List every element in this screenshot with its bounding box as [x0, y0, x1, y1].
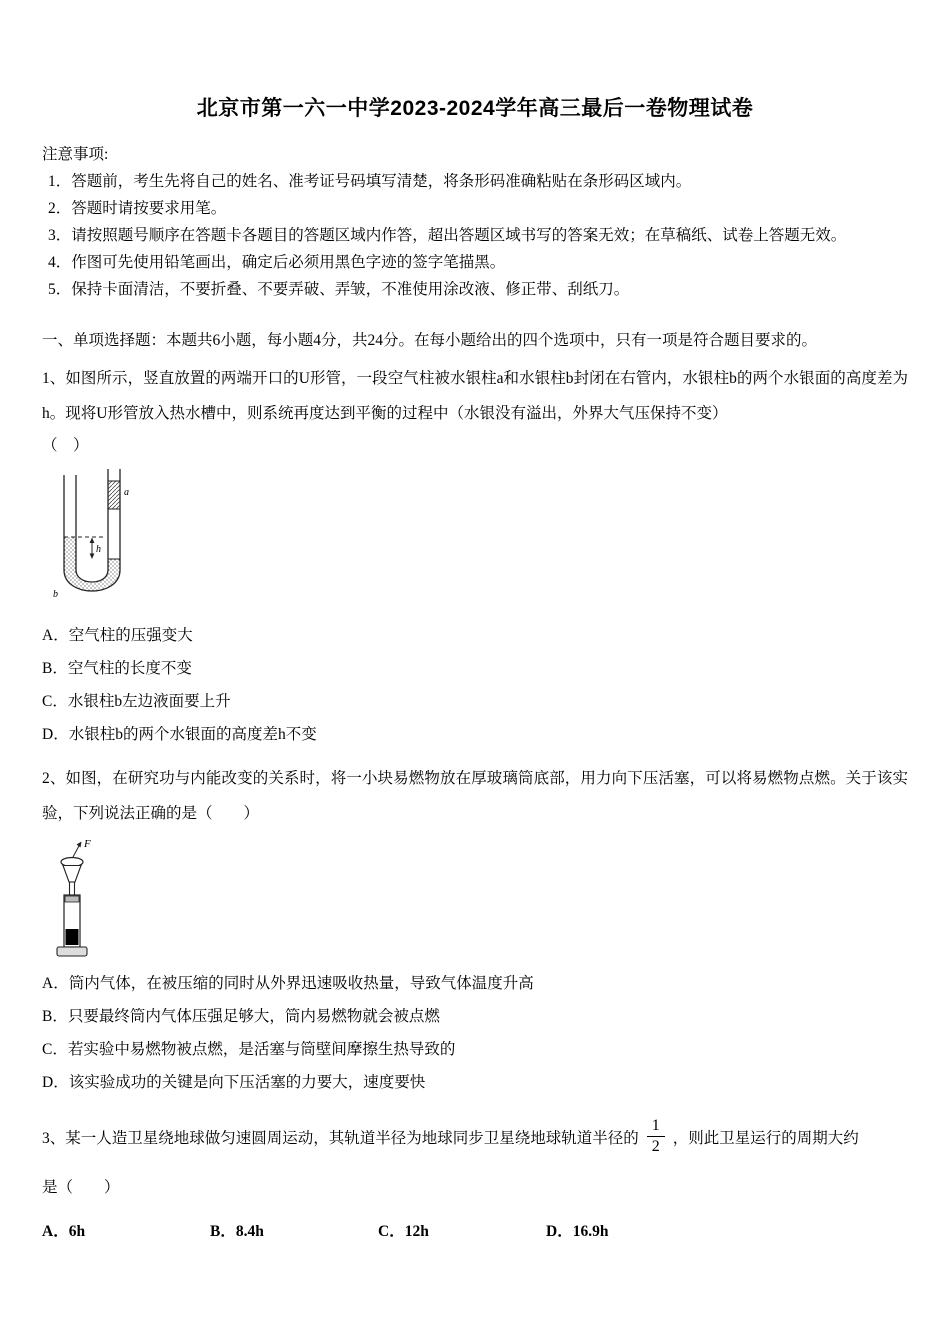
- question-3: [42, 1117, 908, 1241]
- q1-option-c: C．水银柱b左边液面要上升: [42, 693, 231, 710]
- question-3-options: [42, 1219, 908, 1241]
- piston: [65, 896, 79, 902]
- q2-option-a: A．筒内气体，在被压缩的同时从外界迅速吸收热量，导致气体温度升高: [42, 975, 534, 992]
- question-2-options: [42, 967, 908, 1099]
- question-2: [42, 761, 908, 1099]
- syringe-base: [57, 947, 87, 956]
- h-arrow-bottom: [90, 554, 95, 560]
- q2-fire-syringe-diagram: [48, 835, 123, 961]
- q3-option-d: D．16.9h: [546, 1222, 609, 1240]
- q1-option-a: A．空气柱的压强变大: [42, 627, 193, 644]
- notice-item-1: 1．答题前，考生先将自己的姓名、准考证号码填写清楚，将条形码准确粘贴在条形码区域内。: [48, 173, 692, 190]
- question-1-options: [42, 619, 908, 751]
- question-2-stem: 2、如图，在研究功与内能改变的关系时，将一小块易燃物放在厚玻璃筒底部，用力向下压活塞，可以将易燃物点燃。关于该实验，下列说法正确的是（ ）: [42, 770, 908, 822]
- q3-stem-after: ，则此卫星运行的周期大约: [672, 1129, 859, 1147]
- flammable-material: [66, 929, 79, 945]
- q3-stem-line2: 是（ ）: [42, 1178, 120, 1196]
- q3-stem-before: 3、某一人造卫星绕地球做匀速圆周运动，其轨道半径为地球同步卫星绕地球轨道半径的: [42, 1129, 639, 1147]
- label-a: a: [124, 487, 129, 498]
- q3-fraction-denominator: 2: [651, 1138, 660, 1156]
- notice-heading: 注意事项:: [42, 146, 109, 163]
- question-1: [42, 361, 908, 751]
- q2-option-d: D．该实验成功的关键是向下压活塞的力要大，速度要快: [42, 1074, 426, 1091]
- q3-option-a: A．6h: [42, 1222, 86, 1240]
- q1-option-d: D．水银柱b的两个水银面的高度差h不变: [42, 726, 317, 743]
- page-title: 北京市第一六一中学2023-2024学年高三最后一卷物理试卷: [196, 97, 754, 120]
- q1-option-b: B．空气柱的长度不变: [42, 660, 192, 677]
- notice-item-4: 4．作图可先使用铅笔画出，确定后必须用黑色字迹的签字笔描黑。: [48, 254, 506, 271]
- question-1-stem: 1、如图所示，竖直放置的两端开口的U形管，一段空气柱被水银柱a和水银柱b封闭在右管内，水银柱b的两个水银面的高度差为h。现将U形管放入热水槽中，则系统再度达到平衡的过程中（水银没有溢出，外界大气压保持不变）: [42, 370, 908, 422]
- mercury-a-fill: [109, 481, 120, 509]
- plunger-cone: [63, 866, 81, 883]
- notice-section: [42, 142, 908, 303]
- section1-heading: 一、单项选择题：本题共6小题，每小题4分，共24分。在每小题给出的四个选项中，只有一项是符合题目要求的。: [42, 332, 818, 349]
- q3-option-c: C．12h: [378, 1222, 429, 1240]
- notice-item-5: 5．保持卡面清洁，不要折叠、不要弄破、弄皱，不准使用涂改液、修正带、刮纸刀。: [48, 281, 630, 298]
- label-F: F: [84, 838, 91, 850]
- notice-item-3: 3．请按照题号顺序在答题卡各题目的答题区域内作答，超出答题区域书写的答案无效；在草稿纸、试卷上答题无效。: [48, 227, 847, 244]
- label-b: b: [53, 589, 58, 600]
- q2-option-b: B．只要最终筒内气体压强足够大，筒内易燃物就会被点燃: [42, 1008, 440, 1025]
- q3-fraction: [647, 1117, 665, 1157]
- notice-item-2: 2．答题时请按要求用笔。: [48, 200, 227, 217]
- q3-option-b: B．8.4h: [210, 1222, 264, 1240]
- question-1-answer-bracket: （ ）: [42, 437, 89, 454]
- q2-option-c: C．若实验中易燃物被点燃，是活塞与筒壁间摩擦生热导致的: [42, 1041, 456, 1058]
- question-3-stem: [42, 1117, 908, 1157]
- utube-inner-wall: [76, 469, 108, 582]
- label-h: h: [96, 544, 101, 555]
- q3-fraction-numerator: 1: [647, 1117, 665, 1137]
- q1-utube-diagram: [48, 465, 143, 613]
- h-arrow-top: [90, 538, 95, 544]
